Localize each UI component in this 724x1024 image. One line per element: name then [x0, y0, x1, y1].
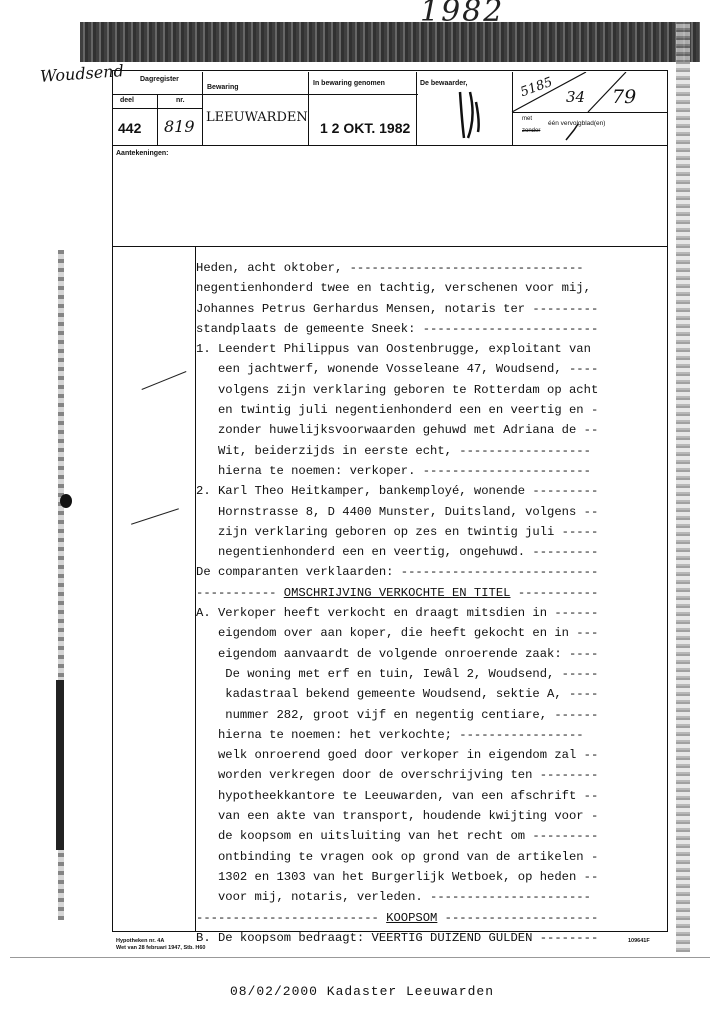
deed-line: eigendom aanvaardt de volgende onroerende zaak: ---- — [196, 646, 599, 661]
met-label: met — [522, 116, 533, 122]
deed-line: negentienhonderd een en veertig, ongehuwd. --------- — [196, 545, 599, 560]
deed-line: nummer 282, groot vijf en negentig centiare, ------ — [196, 707, 599, 722]
date-value: 1 2 OKT. 1982 — [320, 120, 411, 136]
deed-line: zijn verklaring geboren op zes en twintig juli ----- — [196, 524, 599, 539]
deed-line: ------------------------- KOOPSOM --------------------- — [196, 910, 599, 925]
deed-line: hierna te noemen: verkoper. ----------------------- — [196, 463, 591, 478]
aantekeningen-label: Aantekeningen: — [116, 150, 169, 157]
punch-hole — [60, 494, 72, 508]
nr-value: 819 — [164, 117, 195, 136]
deed-line: een jachtwerf, wonende Vosseleane 47, Woudsend, ---- — [196, 362, 599, 377]
deed-line: negentienhonderd twee en tachtig, verschenen voor mij, — [196, 281, 591, 296]
signature-mark — [460, 92, 479, 138]
deed-line: kadastraal bekend gemeente Woudsend, sektie A, ---- — [196, 687, 599, 702]
deed-line: eigendom over aan koper, die heeft gekocht en in --- — [196, 626, 599, 641]
deed-line: A. Verkoper heeft verkocht en draagt mitsdien in ------ — [196, 606, 599, 621]
form-code-1: Hypotheken nr. 4A — [116, 938, 165, 944]
vervolg-label: één vervolgblad(en) — [548, 120, 606, 127]
deed-line: de koopsom en uitsluiting van het recht om --------- — [196, 829, 599, 844]
header-col-1 — [157, 94, 158, 145]
deel-value: 442 — [118, 120, 142, 136]
deed-line: standplaats de gemeente Sneek: ------------------------ — [196, 321, 599, 336]
deed-line: B. De koopsom bedraagt: VEERTIG DUIZEND GULDEN -------- — [196, 930, 599, 945]
zonder-label: zonder — [522, 128, 541, 134]
nr-label: nr. — [176, 97, 185, 104]
deed-line: volgens zijn verklaring geboren te Rotterdam op acht — [196, 382, 599, 397]
dagregister-label: Dagregister — [140, 76, 179, 83]
deel-label: deel — [120, 97, 135, 104]
section-heading: OMSCHRIJVING VERKOCHTE EN TITEL — [283, 585, 511, 600]
header-col-2 — [202, 72, 203, 145]
deed-line: Heden, acht oktober, -------------------------------- — [196, 261, 584, 275]
header-rule-bottom — [112, 145, 668, 146]
bewaarder-label: De bewaarder, — [420, 80, 468, 87]
ref-b: 34 — [566, 88, 586, 106]
bewaring-value: LEEUWARDEN — [206, 110, 308, 125]
section-heading: KOOPSOM — [386, 910, 438, 925]
ref-c: 79 — [612, 86, 637, 108]
deed-line: voor mij, notaris, verleden. ---------------------- — [196, 890, 591, 905]
deed-line: De woning met erf en tuin, Iewâl 2, Woudsend, ----- — [196, 666, 599, 681]
year-annotation: 1982 — [420, 0, 505, 29]
deed-line: ontbinding te vragen ook op grond van de artikelen - — [196, 849, 599, 864]
scan-edge-top — [80, 22, 700, 62]
deed-line: 1. Leendert Philippus van Oostenbrugge, exploitant van — [196, 342, 591, 357]
deed-line: en twintig juli negentienhonderd een en veertig en - — [196, 403, 599, 418]
deed-line: hypotheekkantore te Leeuwarden, van een afschrift -- — [196, 788, 599, 803]
deed-line: De comparanten verklaarden: --------------------------- — [196, 565, 599, 580]
archive-footer: 08/02/2000 Kadaster Leeuwarden — [229, 984, 495, 999]
deed-line: Wit, beiderzijds in eerste echt, ------------------ — [196, 443, 591, 458]
genomen-label: In bewaring genomen — [313, 80, 385, 87]
scan-edge-left-dark — [56, 680, 64, 850]
deed-line: zonder huwelijksvoorwaarden gehuwd met Adriana de -- — [196, 423, 599, 438]
header-col-3 — [308, 72, 309, 145]
deed-line: ----------- OMSCHRIJVING VERKOCHTE EN TITEL ----------- — [196, 585, 599, 600]
deed-line: Johannes Petrus Gerhardus Mensen, notaris ter --------- — [196, 301, 599, 316]
deed-line: Hornstrasse 8, D 4400 Munster, Duitsland, volgens -- — [196, 504, 599, 519]
deed-line: hierna te noemen: het verkochte; ----------------- — [196, 727, 584, 742]
corner-annotation: Woudsend — [39, 61, 125, 86]
scan-edge-right — [676, 22, 690, 952]
deed-line: van een akte van transport, houdende kwijting voor - — [196, 809, 599, 824]
form-number: 109641F — [628, 938, 650, 944]
deed-line: welk onroerend goed door verkoper in eigendom zal -- — [196, 748, 599, 763]
deed-line: worden verkregen door de overschrijving ten -------- — [196, 768, 599, 783]
deed-line: 2. Karl Theo Heitkamper, bankemployé, wonende --------- — [196, 484, 599, 499]
bottom-rule — [10, 957, 710, 958]
form-code-2: Wet van 28 februari 1947, Stb. H60 — [116, 945, 206, 951]
deed-body — [196, 258, 656, 948]
ref-a: 5185 — [518, 74, 555, 101]
deed-line: 1302 en 1303 van het Burgerlijk Wetboek, op heden -- — [196, 869, 599, 884]
bewaring-label: Bewaring — [207, 84, 239, 91]
